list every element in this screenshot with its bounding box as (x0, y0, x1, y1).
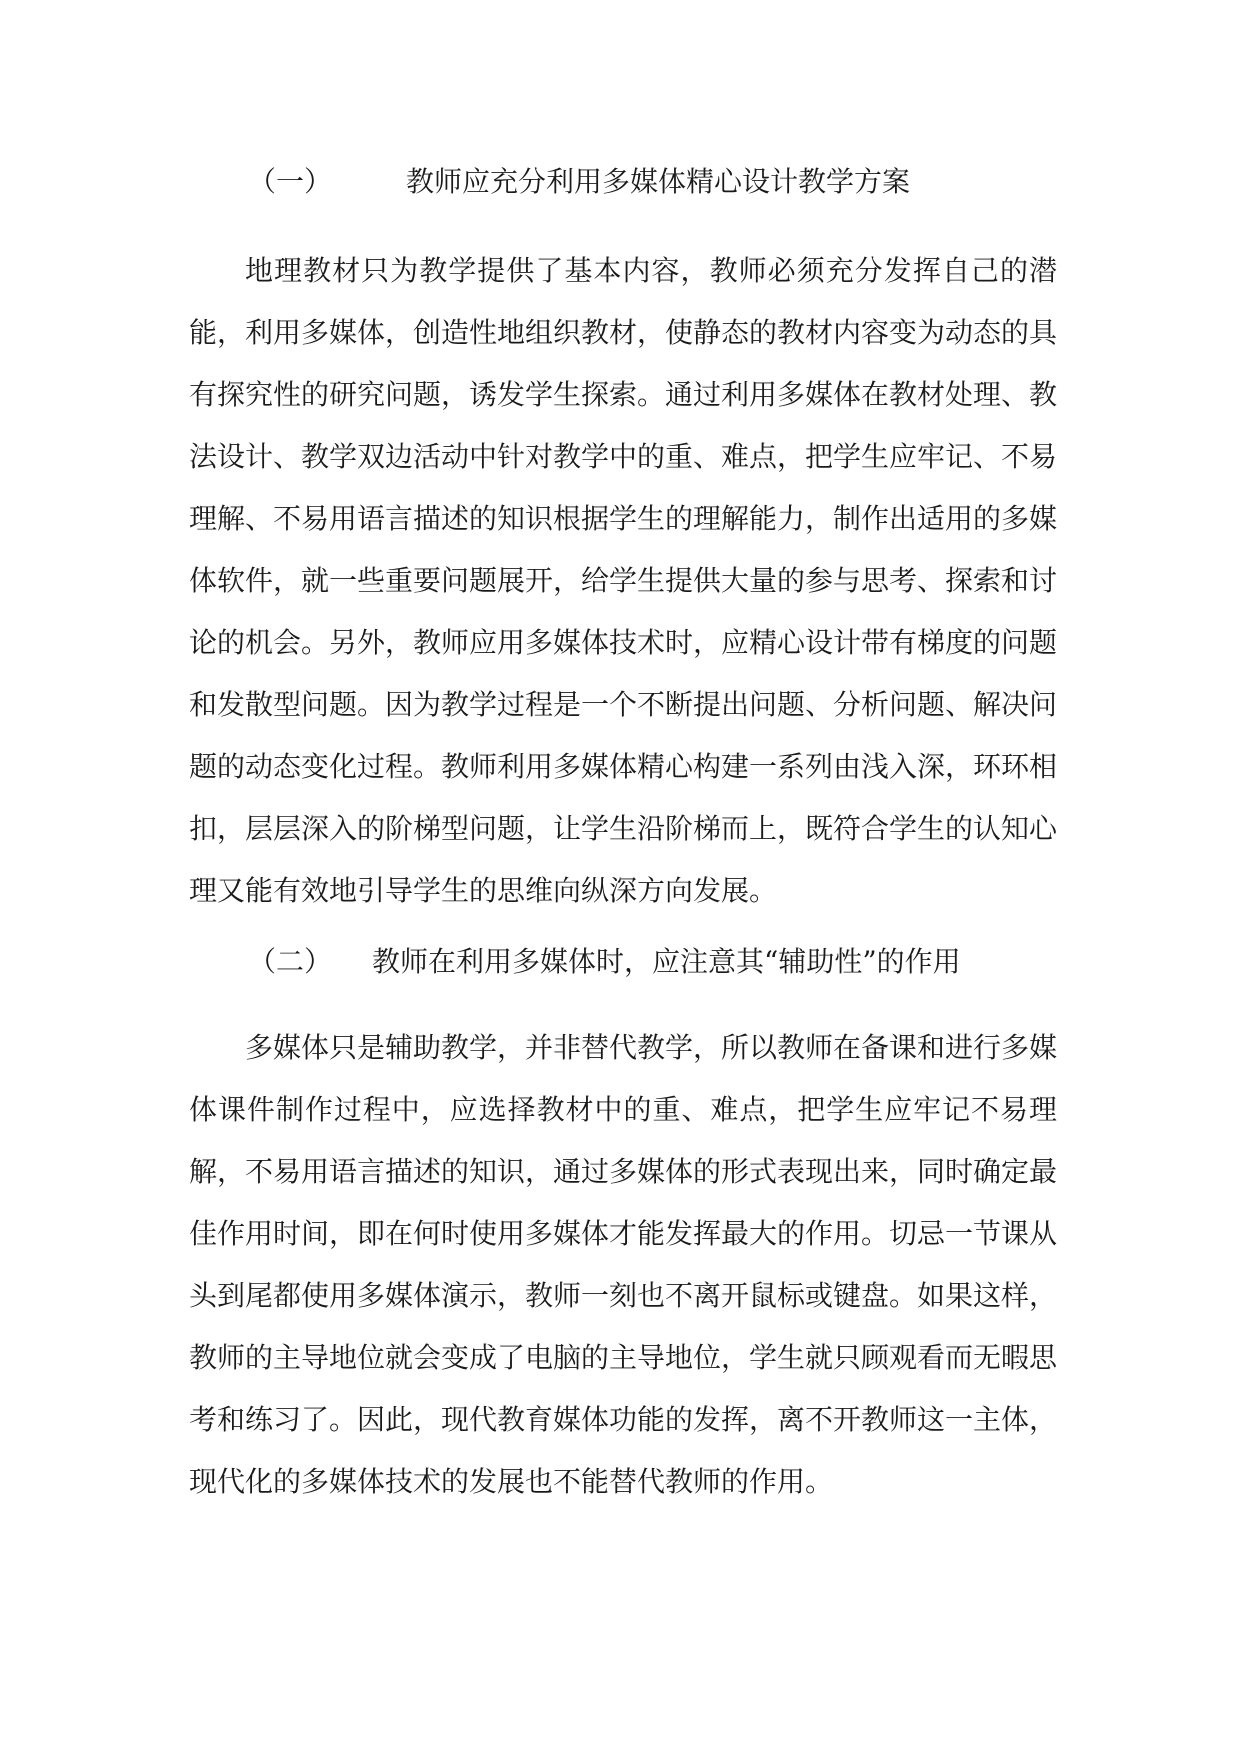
section-2-number: （二） (248, 945, 333, 978)
section-1-title: 教师应充分利用多媒体精心设计教学方案 (406, 165, 911, 198)
section-2-paragraph: 多媒体只是辅助教学，并非替代教学，所以教师在备课和进行多媒体课件制作过程中，应选择教材中的重、难点，把学生应牢记不易理解，不易用语言描述的知识，通过多媒体的形式表现出来，同时确定最佳作用时间，即在何时使用多媒体才能发挥最大的作用。切忌一节课从头到尾都使用多媒体演示，教师一刻也不离开鼠标或键盘。如果这样，教师的主导地位就会变成了电脑的主导地位，学生就只顾观看而无暇思考和练习了。因此，现代教育媒体功能的发挥，离不开教师这一主体，现代化的多媒体技术的发展也不能替代教师的作用。 (189, 1031, 1058, 1498)
section-2-title: 教师在利用多媒体时，应注意其“辅助性”的作用 (372, 945, 961, 978)
section-2-heading (248, 942, 961, 982)
section-1-paragraph: 地理教材只为教学提供了基本内容，教师必须充分发挥自己的潜能，利用多媒体，创造性地组织教材，使静态的教材内容变为动态的具有探究性的研究问题，诱发学生探索。通过利用多媒体在教材处理、教法设计、教学双边活动中针对教学中的重、难点，把学生应牢记、不易理解、不易用语言描述的知识根据学生的理解能力，制作出适用的多媒体软件，就一些重要问题展开，给学生提供大量的参与思考、探索和讨论的机会。另外，教师应用多媒体技术时，应精心设计带有梯度的问题和发散型问题。因为教学过程是一个不断提出问题、分析问题、解决问题的动态变化过程。教师利用多媒体精心构建一系列由浅入深，环环相扣，层层深入的阶梯型问题，让学生沿阶梯而上，既符合学生的认知心理又能有效地引导学生的思维向纵深方向发展。 (189, 254, 1058, 907)
section-1-number: （一） (248, 165, 333, 198)
section-1-heading (248, 162, 910, 202)
